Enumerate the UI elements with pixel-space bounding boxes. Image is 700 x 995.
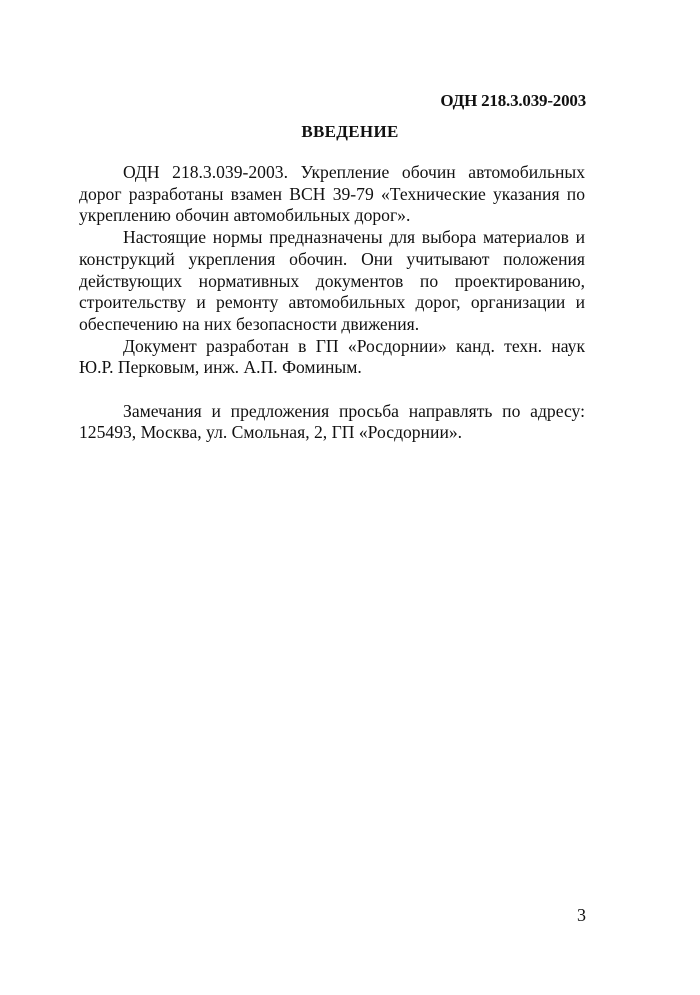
text-line: Настоящие нормы предназначены для выбора материалов и xyxy=(123,227,585,248)
text-line: укреплению обочин автомобильных дорог». xyxy=(79,205,411,226)
text-line: строительству и ремонту автомобильных дорог, организации и xyxy=(79,292,585,313)
spacer xyxy=(79,379,585,401)
paragraph-contact xyxy=(79,401,585,444)
document-body xyxy=(79,162,585,444)
text-line: Документ разработан в ГП «Росдорнии» канд. техн. наук xyxy=(123,335,585,356)
text-line: действующих нормативных документов по проектированию, xyxy=(79,270,585,291)
paragraph-purpose xyxy=(79,227,585,336)
paragraph-replacement-note xyxy=(79,162,585,227)
text-line: 125493, Москва, ул. Смольная, 2, ГП «Росдорнии». xyxy=(79,422,463,443)
text-line: обеспечению на них безопасности движения. xyxy=(79,313,420,334)
text-line: Замечания и предложения просьба направлять по адресу: xyxy=(123,400,585,421)
text-line: ОДН 218.3.039-2003. Укрепление обочин автомобильных xyxy=(123,162,585,182)
section-title: ВВЕДЕНИЕ xyxy=(301,122,399,141)
text-line: Ю.Р. Перковым, инж. А.П. Фоминым. xyxy=(79,357,362,378)
document-number: ОДН 218.3.039-2003 xyxy=(440,91,586,110)
text-line: дорог разработаны взамен ВСН 39-79 «Технические указания по xyxy=(79,183,585,204)
text-line: конструкций укрепления обочин. Они учитывают положения xyxy=(79,248,585,269)
page-number: 3 xyxy=(577,905,586,925)
paragraph-authors xyxy=(79,336,585,379)
